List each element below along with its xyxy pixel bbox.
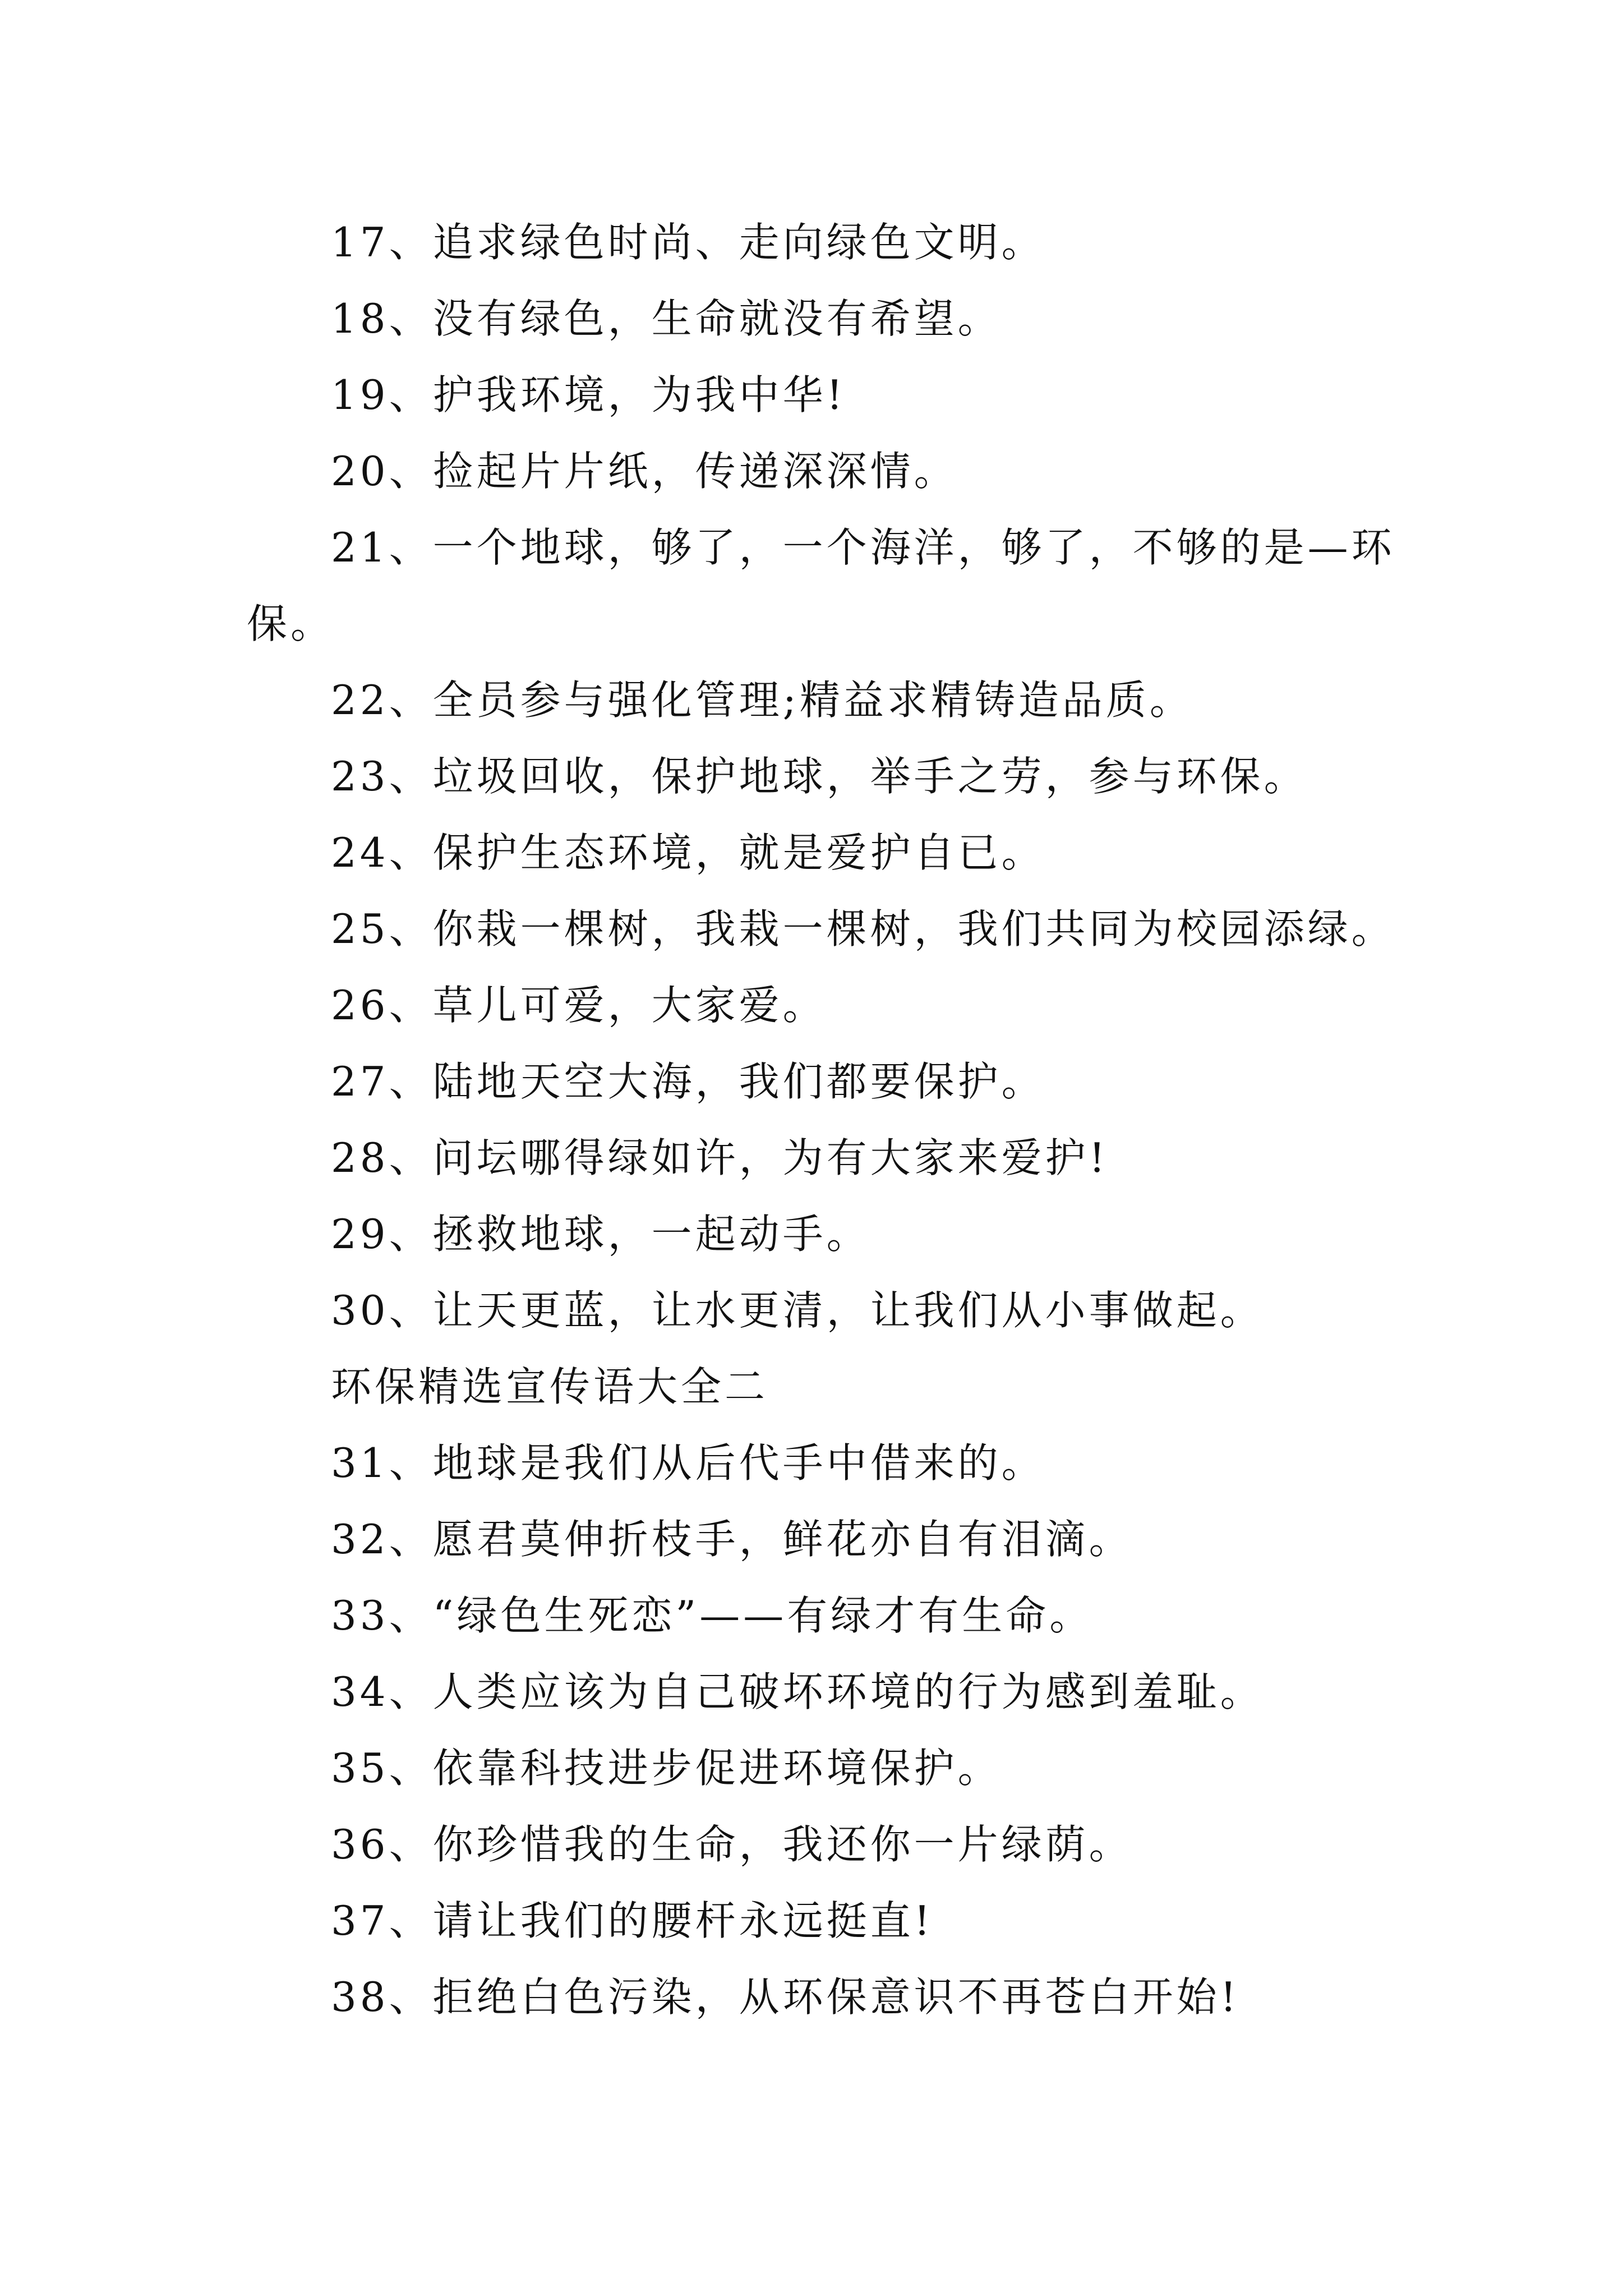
slogan-line: 26、草儿可爱，大家爱。	[331, 982, 827, 1029]
slogan-line-continuation: 保。	[247, 600, 335, 647]
slogan-line: 32、愿君莫伸折枝手，鲜花亦自有泪滴。	[331, 1516, 1133, 1563]
slogan-line: 28、问坛哪得绿如许，为有大家来爱护!	[331, 1134, 1109, 1181]
slogan-line: 18、没有绿色，生命就没有希望。	[331, 295, 1002, 342]
slogan-line: 22、全员参与强化管理;精益求精铸造品质。	[331, 677, 1193, 724]
slogan-line: 33、“绿色生死恋”——有绿才有生命。	[331, 1592, 1094, 1639]
slogan-line: 30、让天更蓝，让水更清，让我们从小事做起。	[331, 1287, 1264, 1334]
slogan-line: 37、请让我们的腰杆永远挺直!	[331, 1897, 934, 1944]
slogan-line: 34、人类应该为自己破坏环境的行为感到羞耻。	[331, 1668, 1264, 1715]
slogan-line: 19、护我环境，为我中华!	[331, 371, 846, 418]
slogan-line: 23、垃圾回收，保护地球，举手之劳，参与环保。	[331, 753, 1308, 800]
slogan-line: 27、陆地天空大海，我们都要保护。	[331, 1058, 1045, 1105]
section-heading: 环保精选宣传语大全二	[331, 1363, 769, 1410]
slogan-line: 31、地球是我们从后代手中借来的。	[331, 1439, 1045, 1487]
slogan-line: 38、拒绝白色污染，从环保意识不再苍白开始!	[331, 1973, 1240, 2021]
slogan-line: 21、一个地球，够了，一个海洋，够了，不够的是—环	[331, 524, 1395, 571]
slogan-line: 29、拯救地球，一起动手。	[331, 1211, 870, 1258]
slogan-line: 17、追求绿色时尚、走向绿色文明。	[331, 219, 1045, 266]
slogan-line: 36、你珍惜我的生命，我还你一片绿荫。	[331, 1821, 1133, 1868]
slogan-line: 20、捡起片片纸，传递深深情。	[331, 448, 958, 495]
slogan-line: 24、保护生态环境，就是爱护自已。	[331, 829, 1045, 876]
slogan-line: 25、你栽一棵树，我栽一棵树，我们共同为校园添绿。	[331, 905, 1395, 953]
slogan-line: 35、依靠科技进步促进环境保护。	[331, 1745, 1002, 1792]
